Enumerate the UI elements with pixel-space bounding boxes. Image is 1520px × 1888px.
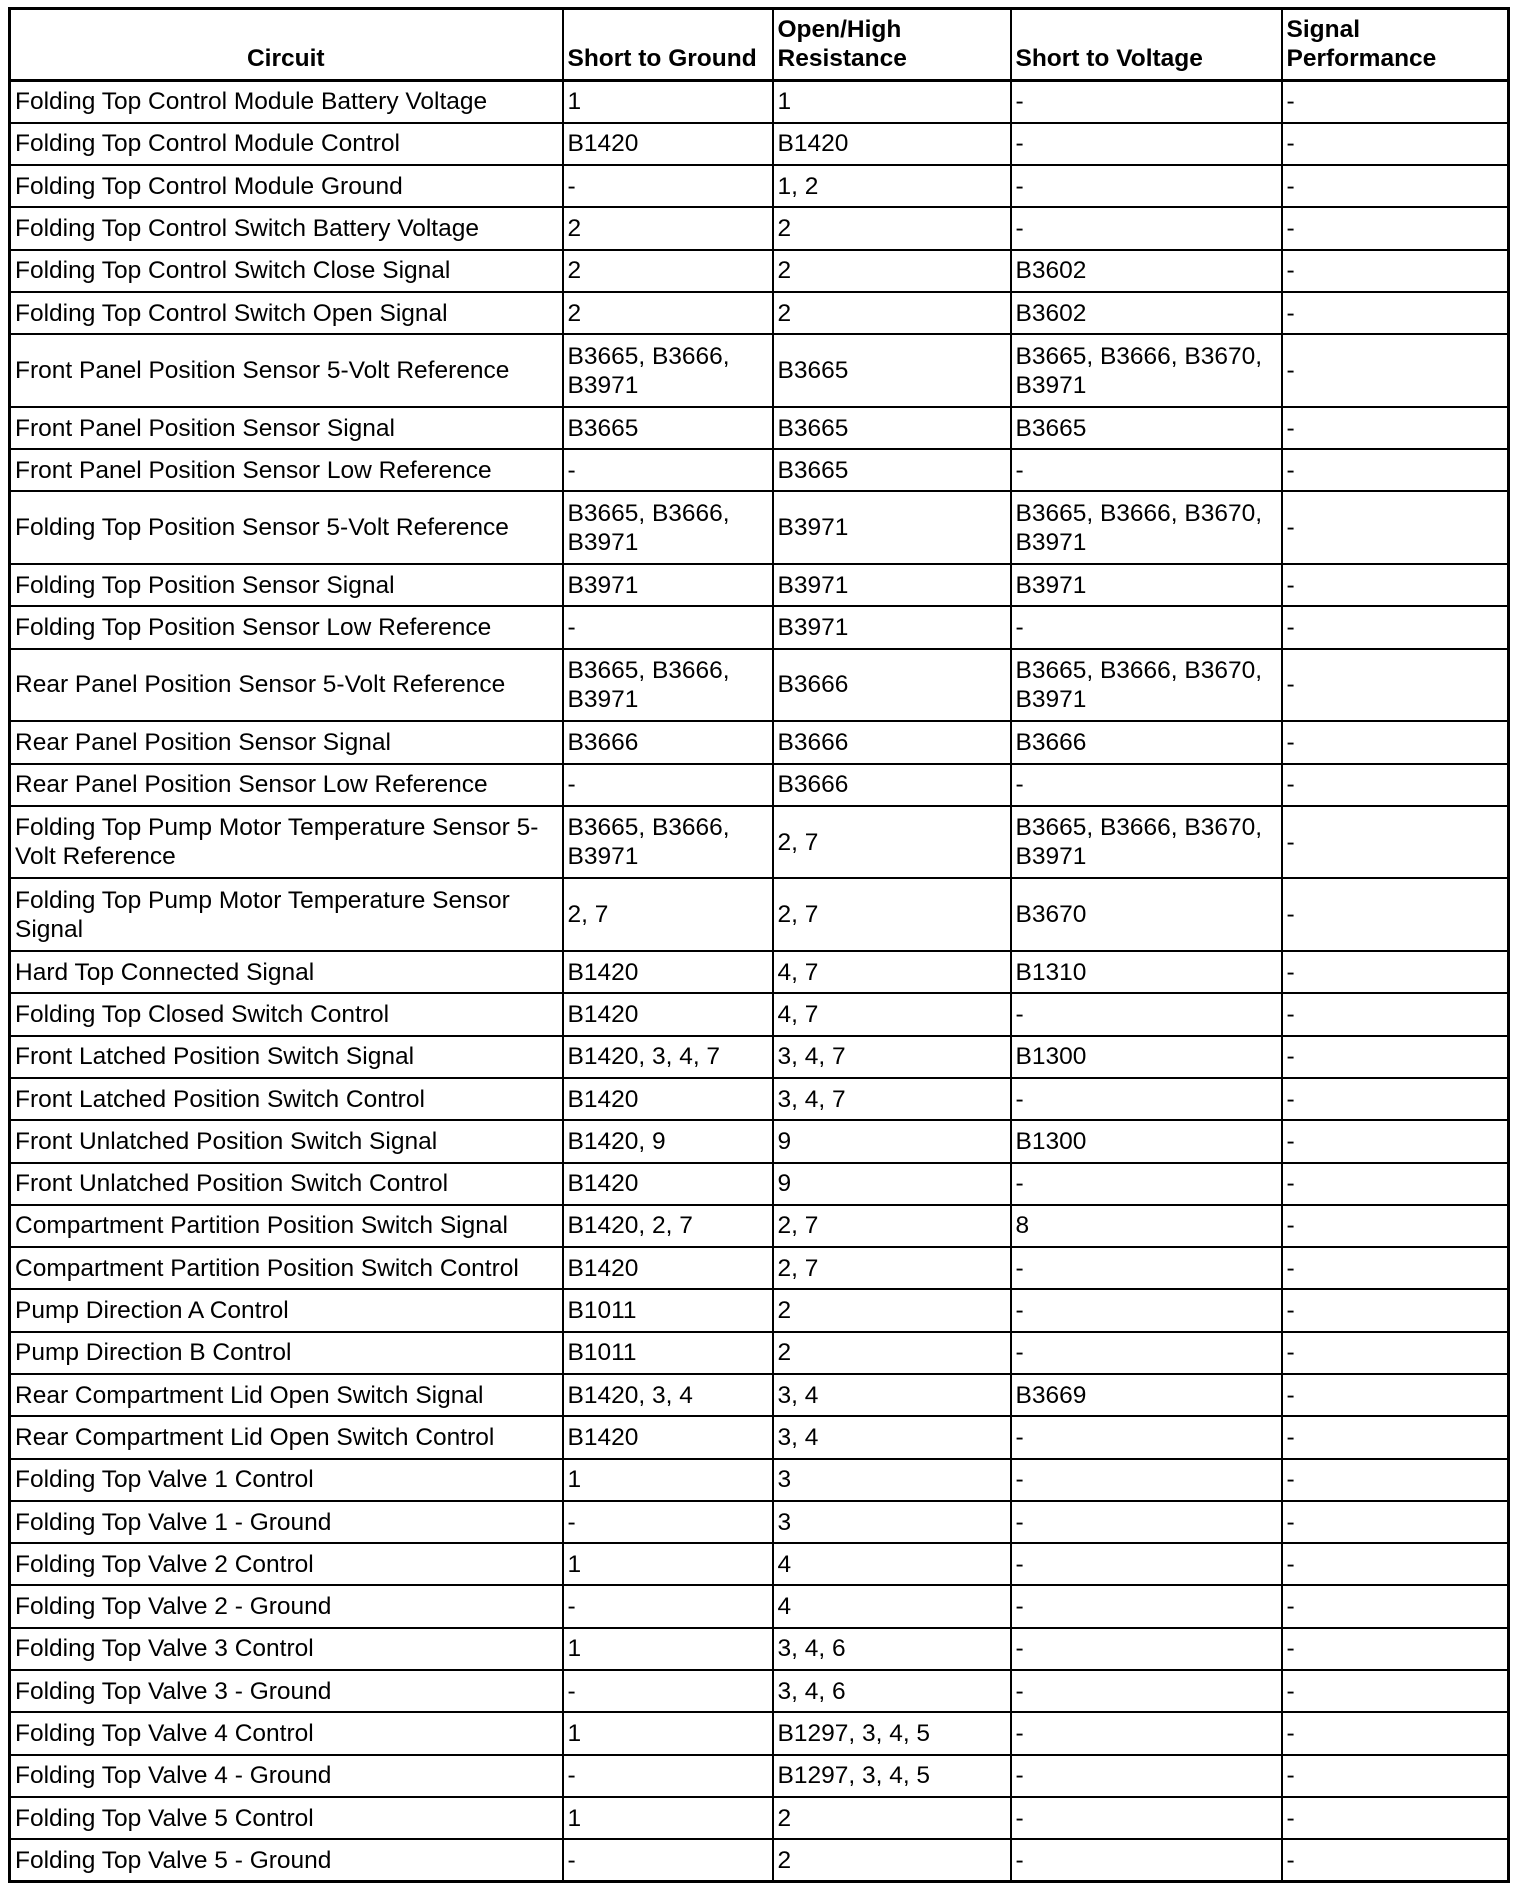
cell-short-to-voltage: - <box>1011 993 1282 1035</box>
cell-short-to-ground: B3666 <box>563 721 773 763</box>
table-row <box>10 1501 1509 1543</box>
cell-signal-performance: - <box>1282 1163 1509 1205</box>
cell-short-to-ground: 2 <box>563 207 773 249</box>
cell-short-to-voltage: - <box>1011 764 1282 806</box>
cell-signal-performance: - <box>1282 1205 1509 1247</box>
cell-open-high-resistance: 3 <box>773 1459 1011 1501</box>
cell-signal-performance: - <box>1282 564 1509 606</box>
cell-circuit: Front Unlatched Position Switch Control <box>10 1163 563 1205</box>
cell-open-high-resistance: 3, 4, 6 <box>773 1628 1011 1670</box>
cell-short-to-ground: 1 <box>563 1797 773 1839</box>
cell-signal-performance: - <box>1282 606 1509 648</box>
cell-signal-performance: - <box>1282 1120 1509 1162</box>
cell-open-high-resistance: B3666 <box>773 721 1011 763</box>
cell-circuit: Folding Top Valve 2 Control <box>10 1543 563 1585</box>
cell-short-to-ground: 1 <box>563 81 773 123</box>
cell-short-to-ground: B1420 <box>563 951 773 993</box>
table-row <box>10 1332 1509 1374</box>
cell-signal-performance: - <box>1282 407 1509 449</box>
cell-short-to-voltage: B3665, B3666, B3670, B3971 <box>1011 806 1282 879</box>
cell-signal-performance: - <box>1282 491 1509 564</box>
table-row <box>10 1585 1509 1627</box>
cell-short-to-ground: - <box>563 764 773 806</box>
cell-short-to-voltage: - <box>1011 1163 1282 1205</box>
cell-signal-performance: - <box>1282 165 1509 207</box>
header-row <box>10 9 1509 81</box>
cell-short-to-ground: B1420 <box>563 1078 773 1120</box>
cell-signal-performance: - <box>1282 123 1509 165</box>
cell-circuit: Pump Direction A Control <box>10 1289 563 1331</box>
cell-signal-performance: - <box>1282 81 1509 123</box>
table-row <box>10 951 1509 993</box>
cell-short-to-voltage: B3665, B3666, B3670, B3971 <box>1011 334 1282 407</box>
cell-signal-performance: - <box>1282 1247 1509 1289</box>
table-row <box>10 1078 1509 1120</box>
cell-open-high-resistance: 2 <box>773 1839 1011 1881</box>
cell-open-high-resistance: 4, 7 <box>773 993 1011 1035</box>
cell-open-high-resistance: B3971 <box>773 606 1011 648</box>
cell-circuit: Folding Top Control Module Battery Voltage <box>10 81 563 123</box>
cell-signal-performance: - <box>1282 1374 1509 1416</box>
cell-open-high-resistance: 4, 7 <box>773 951 1011 993</box>
cell-open-high-resistance: 4 <box>773 1543 1011 1585</box>
cell-signal-performance: - <box>1282 449 1509 491</box>
cell-signal-performance: - <box>1282 1036 1509 1078</box>
cell-short-to-ground: 2 <box>563 292 773 334</box>
table-row <box>10 449 1509 491</box>
cell-open-high-resistance: 2 <box>773 1797 1011 1839</box>
cell-open-high-resistance: 3, 4, 7 <box>773 1036 1011 1078</box>
cell-short-to-ground: B1420, 3, 4 <box>563 1374 773 1416</box>
cell-short-to-ground: B1011 <box>563 1289 773 1331</box>
cell-circuit: Hard Top Connected Signal <box>10 951 563 993</box>
cell-short-to-ground: 1 <box>563 1712 773 1754</box>
cell-signal-performance: - <box>1282 207 1509 249</box>
cell-circuit: Folding Top Control Switch Close Signal <box>10 250 563 292</box>
cell-short-to-ground: B1420 <box>563 1416 773 1458</box>
cell-short-to-ground: B1011 <box>563 1332 773 1374</box>
cell-open-high-resistance: 2, 7 <box>773 1247 1011 1289</box>
cell-short-to-ground: B3665, B3666, B3971 <box>563 649 773 722</box>
table-row <box>10 1289 1509 1331</box>
header-open-high-resistance: Open/High Resistance <box>773 9 1011 81</box>
table-row <box>10 1459 1509 1501</box>
cell-short-to-ground: - <box>563 1755 773 1797</box>
table-row <box>10 491 1509 564</box>
cell-short-to-ground: 2, 7 <box>563 878 773 951</box>
cell-open-high-resistance: B3666 <box>773 764 1011 806</box>
cell-open-high-resistance: 3 <box>773 1501 1011 1543</box>
table-row <box>10 1797 1509 1839</box>
cell-signal-performance: - <box>1282 993 1509 1035</box>
cell-open-high-resistance: B3665 <box>773 334 1011 407</box>
cell-circuit: Pump Direction B Control <box>10 1332 563 1374</box>
cell-short-to-ground: B1420, 9 <box>563 1120 773 1162</box>
cell-short-to-voltage: - <box>1011 1839 1282 1881</box>
table-row <box>10 1374 1509 1416</box>
cell-short-to-voltage: - <box>1011 1797 1282 1839</box>
cell-short-to-voltage: 8 <box>1011 1205 1282 1247</box>
cell-short-to-voltage: - <box>1011 207 1282 249</box>
cell-short-to-voltage: B3670 <box>1011 878 1282 951</box>
table-row <box>10 764 1509 806</box>
circuit-diagnostic-table <box>8 7 1510 1883</box>
cell-circuit: Folding Top Control Module Ground <box>10 165 563 207</box>
cell-signal-performance: - <box>1282 292 1509 334</box>
cell-open-high-resistance: B1297, 3, 4, 5 <box>773 1755 1011 1797</box>
cell-short-to-voltage: - <box>1011 1289 1282 1331</box>
table-row <box>10 1543 1509 1585</box>
table-row <box>10 1712 1509 1754</box>
cell-open-high-resistance: B3666 <box>773 649 1011 722</box>
cell-circuit: Folding Top Valve 4 - Ground <box>10 1755 563 1797</box>
cell-short-to-voltage: B3665 <box>1011 407 1282 449</box>
table-row <box>10 606 1509 648</box>
cell-open-high-resistance: B1420 <box>773 123 1011 165</box>
cell-signal-performance: - <box>1282 1628 1509 1670</box>
cell-open-high-resistance: 9 <box>773 1120 1011 1162</box>
cell-short-to-voltage: B3665, B3666, B3670, B3971 <box>1011 649 1282 722</box>
cell-short-to-voltage: - <box>1011 165 1282 207</box>
cell-circuit: Folding Top Pump Motor Temperature Sensor Signal <box>10 878 563 951</box>
cell-short-to-voltage: B3665, B3666, B3670, B3971 <box>1011 491 1282 564</box>
cell-signal-performance: - <box>1282 1797 1509 1839</box>
cell-circuit: Compartment Partition Position Switch Control <box>10 1247 563 1289</box>
cell-short-to-ground: B3971 <box>563 564 773 606</box>
table-row <box>10 292 1509 334</box>
cell-circuit: Folding Top Valve 5 Control <box>10 1797 563 1839</box>
cell-signal-performance: - <box>1282 951 1509 993</box>
cell-circuit: Folding Top Valve 5 - Ground <box>10 1839 563 1881</box>
cell-circuit: Folding Top Valve 1 - Ground <box>10 1501 563 1543</box>
table-row <box>10 165 1509 207</box>
cell-circuit: Folding Top Position Sensor 5-Volt Reference <box>10 491 563 564</box>
cell-open-high-resistance: 1 <box>773 81 1011 123</box>
cell-open-high-resistance: 4 <box>773 1585 1011 1627</box>
cell-open-high-resistance: B3665 <box>773 449 1011 491</box>
table-row <box>10 407 1509 449</box>
table-row <box>10 1670 1509 1712</box>
cell-circuit: Front Panel Position Sensor 5-Volt Reference <box>10 334 563 407</box>
table-row <box>10 1163 1509 1205</box>
cell-short-to-voltage: - <box>1011 1755 1282 1797</box>
cell-circuit: Front Latched Position Switch Control <box>10 1078 563 1120</box>
cell-signal-performance: - <box>1282 1712 1509 1754</box>
cell-circuit: Rear Compartment Lid Open Switch Control <box>10 1416 563 1458</box>
table-row <box>10 1036 1509 1078</box>
cell-short-to-voltage: - <box>1011 1543 1282 1585</box>
cell-circuit: Front Latched Position Switch Signal <box>10 1036 563 1078</box>
cell-short-to-voltage: - <box>1011 1416 1282 1458</box>
table-row <box>10 564 1509 606</box>
cell-circuit: Front Panel Position Sensor Signal <box>10 407 563 449</box>
cell-signal-performance: - <box>1282 1585 1509 1627</box>
cell-circuit: Front Unlatched Position Switch Signal <box>10 1120 563 1162</box>
cell-signal-performance: - <box>1282 1078 1509 1120</box>
cell-circuit: Rear Compartment Lid Open Switch Signal <box>10 1374 563 1416</box>
cell-short-to-voltage: - <box>1011 1332 1282 1374</box>
cell-signal-performance: - <box>1282 1755 1509 1797</box>
cell-short-to-voltage: - <box>1011 1501 1282 1543</box>
cell-short-to-voltage: B1300 <box>1011 1120 1282 1162</box>
cell-open-high-resistance: 2 <box>773 250 1011 292</box>
cell-short-to-ground: B1420 <box>563 123 773 165</box>
table-row <box>10 1628 1509 1670</box>
cell-short-to-ground: 1 <box>563 1459 773 1501</box>
cell-short-to-voltage: - <box>1011 1247 1282 1289</box>
cell-open-high-resistance: 3, 4 <box>773 1416 1011 1458</box>
cell-signal-performance: - <box>1282 1501 1509 1543</box>
cell-short-to-voltage: B1310 <box>1011 951 1282 993</box>
cell-short-to-ground: B1420 <box>563 993 773 1035</box>
cell-short-to-ground: - <box>563 606 773 648</box>
cell-short-to-ground: B3665 <box>563 407 773 449</box>
cell-signal-performance: - <box>1282 1459 1509 1501</box>
cell-signal-performance: - <box>1282 806 1509 879</box>
cell-circuit: Folding Top Valve 3 - Ground <box>10 1670 563 1712</box>
cell-short-to-voltage: - <box>1011 1628 1282 1670</box>
cell-short-to-voltage: B3602 <box>1011 292 1282 334</box>
cell-short-to-voltage: B3669 <box>1011 1374 1282 1416</box>
cell-signal-performance: - <box>1282 250 1509 292</box>
cell-circuit: Folding Top Valve 3 Control <box>10 1628 563 1670</box>
cell-short-to-ground: 1 <box>563 1543 773 1585</box>
cell-short-to-voltage: - <box>1011 606 1282 648</box>
cell-circuit: Rear Panel Position Sensor 5-Volt Reference <box>10 649 563 722</box>
cell-short-to-voltage: - <box>1011 1712 1282 1754</box>
table-row <box>10 649 1509 722</box>
cell-short-to-ground: - <box>563 449 773 491</box>
cell-signal-performance: - <box>1282 1543 1509 1585</box>
cell-short-to-ground: - <box>563 1670 773 1712</box>
cell-short-to-voltage: B3971 <box>1011 564 1282 606</box>
cell-circuit: Folding Top Pump Motor Temperature Sensor 5-Volt Reference <box>10 806 563 879</box>
cell-short-to-ground: B3665, B3666, B3971 <box>563 491 773 564</box>
table-row <box>10 1839 1509 1881</box>
cell-short-to-voltage: - <box>1011 123 1282 165</box>
cell-short-to-voltage: B3666 <box>1011 721 1282 763</box>
cell-short-to-ground: B3665, B3666, B3971 <box>563 334 773 407</box>
table-row <box>10 250 1509 292</box>
cell-circuit: Folding Top Control Module Control <box>10 123 563 165</box>
cell-open-high-resistance: 3, 4, 6 <box>773 1670 1011 1712</box>
cell-signal-performance: - <box>1282 1332 1509 1374</box>
cell-signal-performance: - <box>1282 764 1509 806</box>
table-row <box>10 993 1509 1035</box>
cell-short-to-ground: - <box>563 1501 773 1543</box>
cell-short-to-ground: B1420 <box>563 1247 773 1289</box>
table-row <box>10 207 1509 249</box>
cell-open-high-resistance: 3, 4 <box>773 1374 1011 1416</box>
cell-signal-performance: - <box>1282 649 1509 722</box>
table-row <box>10 1755 1509 1797</box>
cell-short-to-voltage: - <box>1011 449 1282 491</box>
header-circuit: Circuit <box>10 9 563 81</box>
cell-signal-performance: - <box>1282 1289 1509 1331</box>
table-row <box>10 1205 1509 1247</box>
header-short-to-voltage: Short to Voltage <box>1011 9 1282 81</box>
cell-open-high-resistance: 2, 7 <box>773 1205 1011 1247</box>
cell-short-to-ground: B1420, 3, 4, 7 <box>563 1036 773 1078</box>
cell-short-to-voltage: - <box>1011 81 1282 123</box>
cell-short-to-voltage: - <box>1011 1078 1282 1120</box>
cell-open-high-resistance: 2 <box>773 292 1011 334</box>
table-body <box>10 81 1509 1882</box>
cell-short-to-ground: 1 <box>563 1628 773 1670</box>
table-row <box>10 1247 1509 1289</box>
cell-short-to-ground: - <box>563 1839 773 1881</box>
cell-short-to-voltage: B1300 <box>1011 1036 1282 1078</box>
table-row <box>10 806 1509 879</box>
cell-short-to-ground: B1420 <box>563 1163 773 1205</box>
cell-circuit: Folding Top Closed Switch Control <box>10 993 563 1035</box>
cell-short-to-voltage: B3602 <box>1011 250 1282 292</box>
cell-circuit: Folding Top Valve 4 Control <box>10 1712 563 1754</box>
cell-signal-performance: - <box>1282 1670 1509 1712</box>
table-row <box>10 1120 1509 1162</box>
cell-circuit: Folding Top Control Switch Open Signal <box>10 292 563 334</box>
cell-short-to-voltage: - <box>1011 1585 1282 1627</box>
cell-open-high-resistance: 9 <box>773 1163 1011 1205</box>
cell-open-high-resistance: 1, 2 <box>773 165 1011 207</box>
cell-short-to-ground: 2 <box>563 250 773 292</box>
cell-open-high-resistance: B3665 <box>773 407 1011 449</box>
cell-circuit: Folding Top Valve 2 - Ground <box>10 1585 563 1627</box>
cell-short-to-ground: B1420, 2, 7 <box>563 1205 773 1247</box>
cell-signal-performance: - <box>1282 878 1509 951</box>
cell-signal-performance: - <box>1282 1416 1509 1458</box>
table-row <box>10 721 1509 763</box>
header-signal-performance: Signal Performance <box>1282 9 1509 81</box>
cell-open-high-resistance: 3, 4, 7 <box>773 1078 1011 1120</box>
cell-short-to-ground: - <box>563 1585 773 1627</box>
table-row <box>10 1416 1509 1458</box>
cell-signal-performance: - <box>1282 721 1509 763</box>
cell-open-high-resistance: B3971 <box>773 564 1011 606</box>
cell-open-high-resistance: 2 <box>773 1289 1011 1331</box>
header-short-to-ground: Short to Ground <box>563 9 773 81</box>
cell-circuit: Folding Top Position Sensor Low Reference <box>10 606 563 648</box>
cell-short-to-voltage: - <box>1011 1459 1282 1501</box>
cell-open-high-resistance: 2 <box>773 1332 1011 1374</box>
table-row <box>10 81 1509 123</box>
cell-circuit: Folding Top Position Sensor Signal <box>10 564 563 606</box>
cell-open-high-resistance: 2 <box>773 207 1011 249</box>
cell-short-to-voltage: - <box>1011 1670 1282 1712</box>
cell-circuit: Rear Panel Position Sensor Signal <box>10 721 563 763</box>
table-row <box>10 878 1509 951</box>
cell-open-high-resistance: 2, 7 <box>773 878 1011 951</box>
cell-signal-performance: - <box>1282 1839 1509 1881</box>
cell-open-high-resistance: 2, 7 <box>773 806 1011 879</box>
cell-circuit: Front Panel Position Sensor Low Reference <box>10 449 563 491</box>
cell-open-high-resistance: B3971 <box>773 491 1011 564</box>
cell-circuit: Compartment Partition Position Switch Signal <box>10 1205 563 1247</box>
cell-circuit: Folding Top Control Switch Battery Voltage <box>10 207 563 249</box>
table-row <box>10 334 1509 407</box>
table-row <box>10 123 1509 165</box>
cell-short-to-ground: B3665, B3666, B3971 <box>563 806 773 879</box>
cell-circuit: Folding Top Valve 1 Control <box>10 1459 563 1501</box>
cell-signal-performance: - <box>1282 334 1509 407</box>
cell-circuit: Rear Panel Position Sensor Low Reference <box>10 764 563 806</box>
cell-short-to-ground: - <box>563 165 773 207</box>
cell-open-high-resistance: B1297, 3, 4, 5 <box>773 1712 1011 1754</box>
